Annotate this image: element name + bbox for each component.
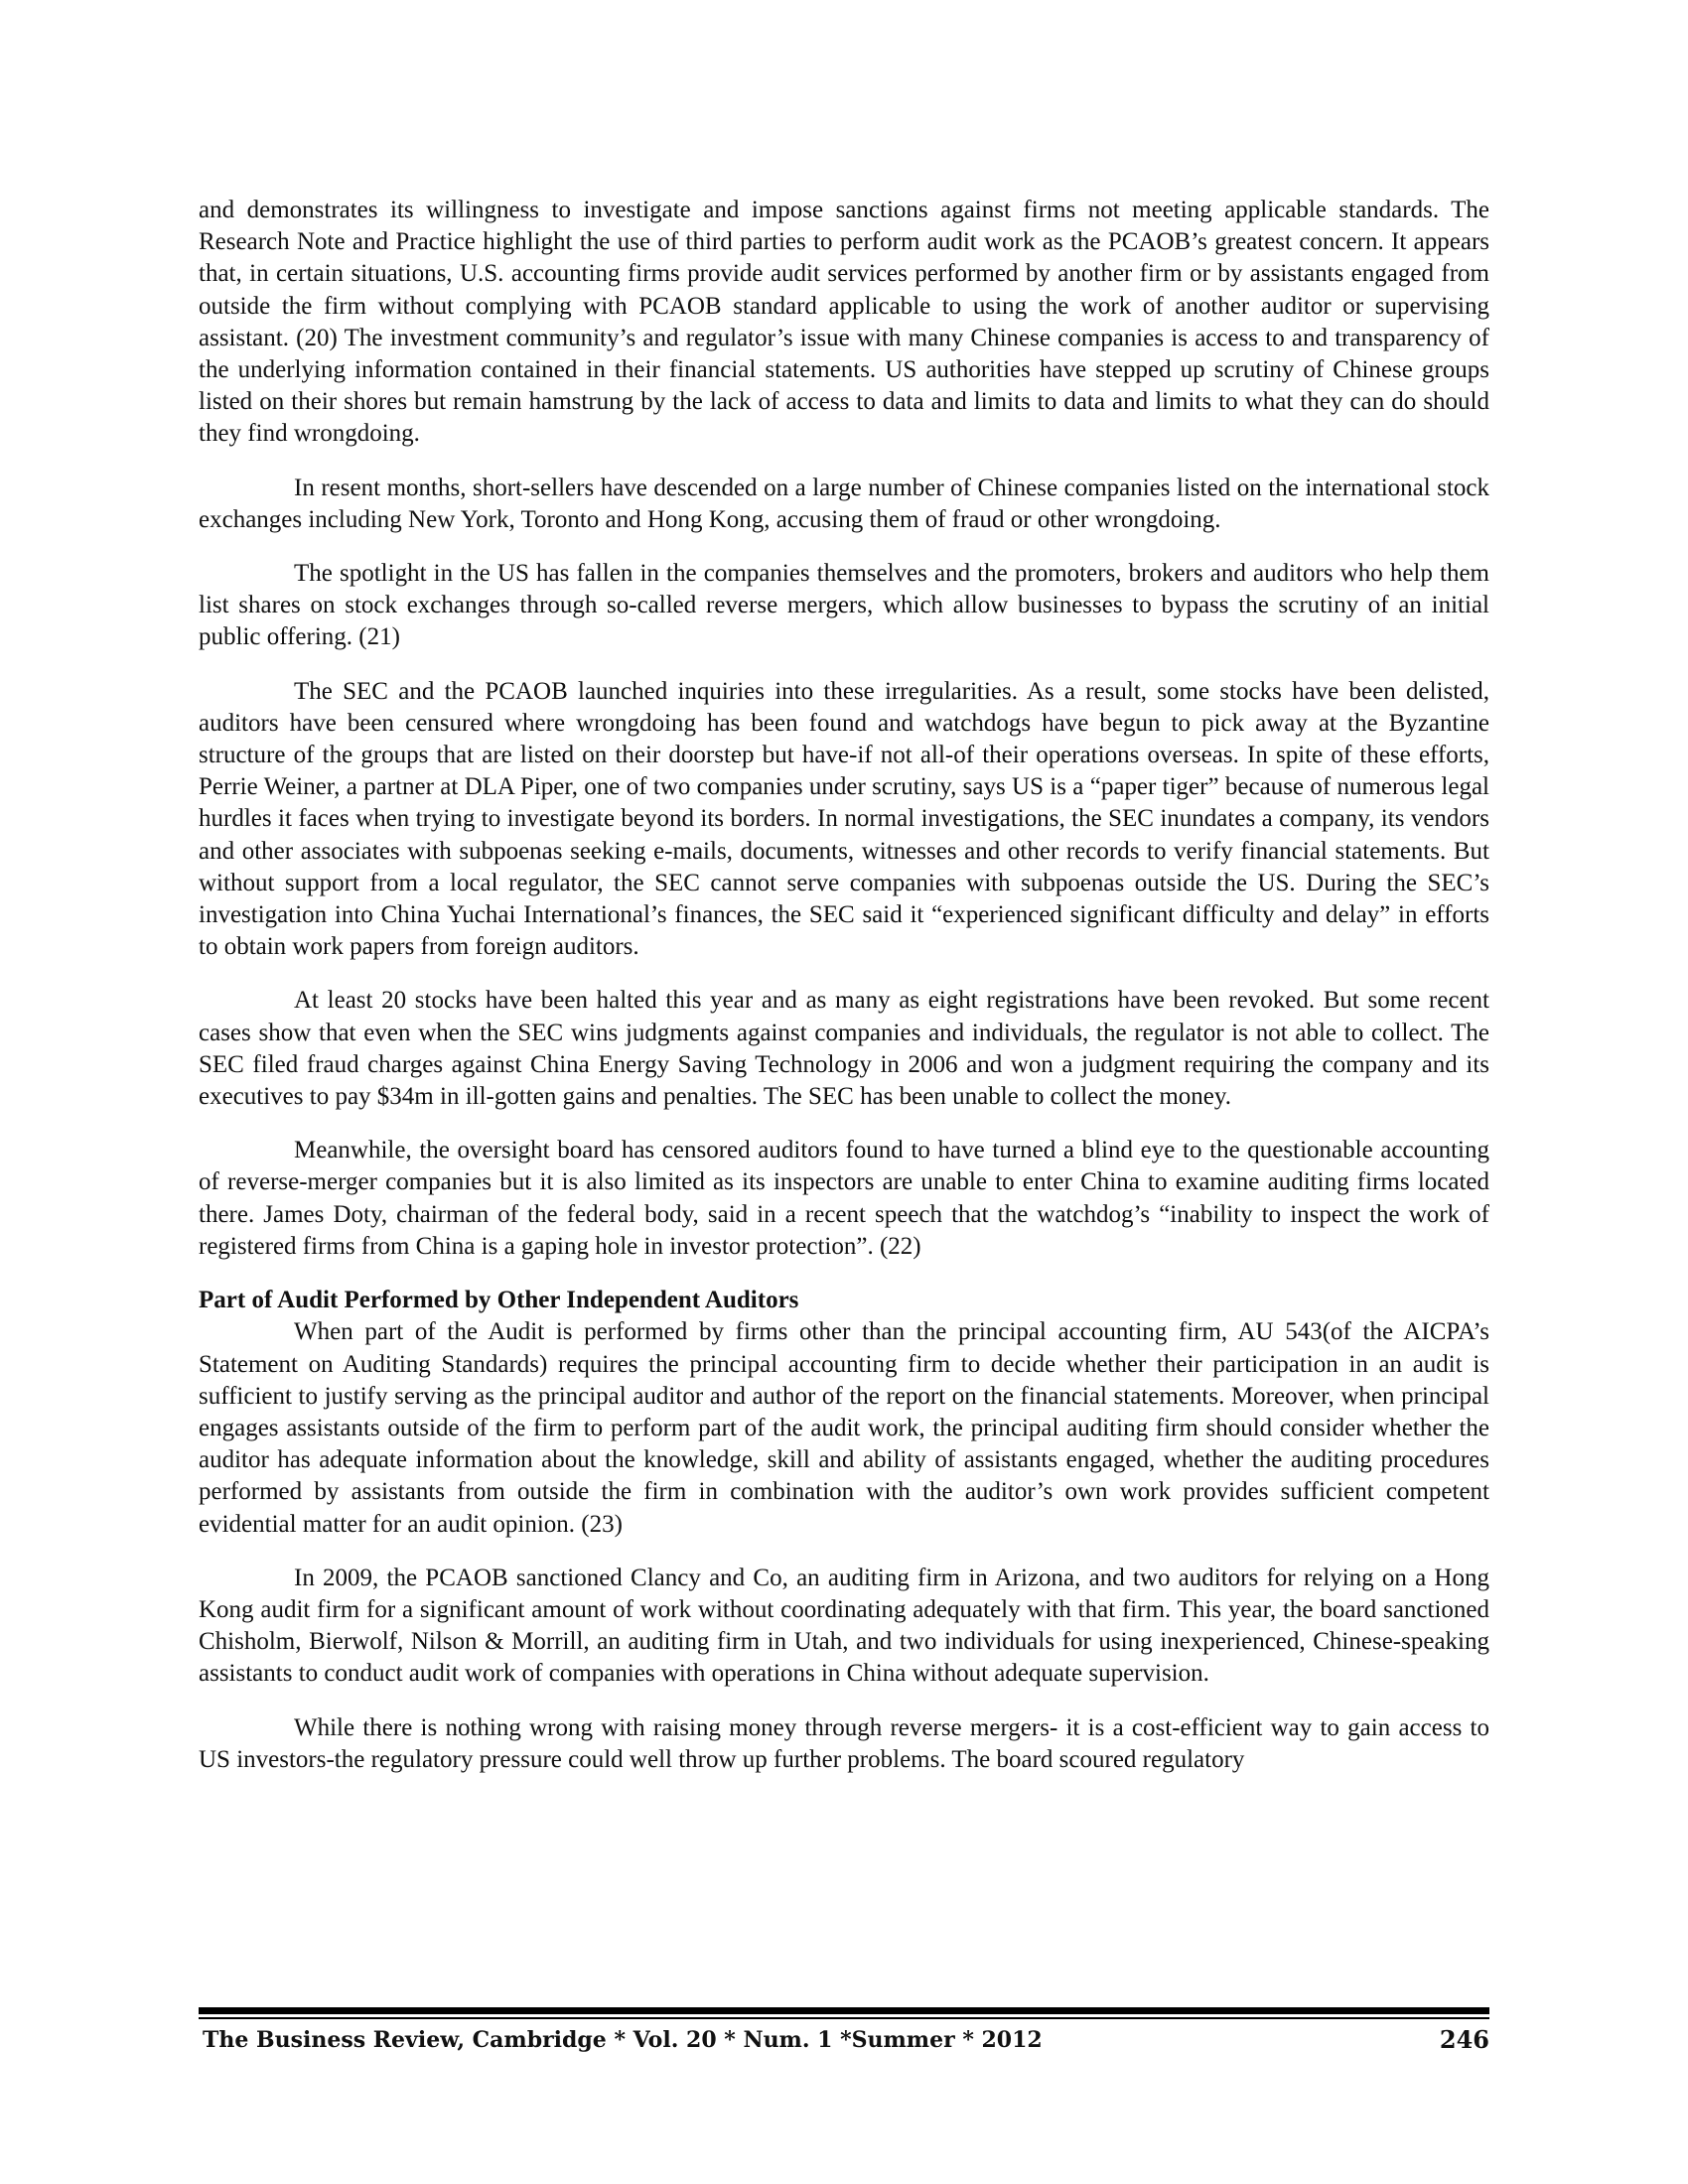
- paragraph: In 2009, the PCAOB sanctioned Clancy and Co, an auditing firm in Arizona, and two auditors for relying on a Hong Kong audit firm for a significant amount of work without coordinating adequately with that firm. This year, the board sanctioned Chisholm, Bierwolf, Nilson & Morrill, an auditing firm in Utah, and two individuals for using inexperienced, Chinese-speaking assistants to conduct audit work of companies with operations in China without adequate supervision.: [199, 1564, 1489, 1688]
- article-body: [199, 195, 1489, 1798]
- paragraph: At least 20 stocks have been halted this year and as many as eight registrations have been revoked. But some recent cases show that even when the SEC wins judgments against companies and individuals, the regulator is not able to collect. The SEC filed fraud charges against China Energy Saving Technology in 2006 and won a judgment requiring the company and its executives to pay $34m in ill-gotten gains and penalties. The SEC has been unable to collect the money.: [199, 987, 1489, 1111]
- page-number: 246: [1439, 2025, 1489, 2054]
- paragraph: The SEC and the PCAOB launched inquiries into these irregularities. As a result, some stocks have been delisted, auditors have been censured where wrongdoing has been found and watchdogs have begun to pick away at the Byzantine structure of the groups that are listed on their doorstep but have-if not all-of their operations overseas. In spite of these efforts, Perrie Weiner, a partner at DLA Piper, one of two companies under scrutiny, says US is a “paper tiger” because of numerous legal hurdles it faces when trying to investigate beyond its borders. In normal investigations, the SEC inundates a company, its vendors and other associates with subpoenas seeking e-mails, documents, witnesses and other records to verify financial statements. But without support from a local regulator, the SEC cannot serve companies with subpoenas outside the US. During the SEC’s investigation into China Yuchai International’s finances, the SEC said it “experienced significant difficulty and delay” in efforts to obtain work papers from foreign auditors.: [199, 677, 1489, 961]
- paragraph: and demonstrates its willingness to investigate and impose sanctions against firms not meeting applicable standards. The Research Note and Practice highlight the use of third parties to perform audit work as the PCAOB’s greatest concern. It appears that, in certain situations, U.S. accounting firms provide audit services performed by another firm or by assistants engaged from outside the firm without complying with PCAOB standard applicable to using the work of another auditor or supervising assistant. (20) The investment community’s and regulator’s issue with many Chinese companies is access to and transparency of the underlying information contained in their financial statements. US authorities have stepped up scrutiny of Chinese groups listed on their shores but remain hamstrung by the lack of access to data and limits to data and limits to what they can do should they find wrongdoing.: [199, 197, 1489, 448]
- paragraph: The spotlight in the US has fallen in the companies themselves and the promoters, brokers and auditors who help them list shares on stock exchanges through so-called reverse mergers, which allow businesses to bypass the scrutiny of an initial public offering. (21): [199, 560, 1489, 651]
- paragraph: When part of the Audit is performed by firms other than the principal accounting firm, AU 543(of the AICPA’s Statement on Auditing Standards) requires the principal accounting firm to decide whether their participation in an audit is sufficient to justify serving as the principal auditor and author of the report on the financial statements. Moreover, when principal engages assistants outside of the firm to perform part of the audit work, the principal auditing firm should consider whether the auditor has adequate information about the knowledge, skill and ability of assistants engaged, whether the auditing procedures performed by assistants from outside the firm in combination with the auditor’s own work provides sufficient competent evidential matter for an audit opinion. (23): [199, 1318, 1489, 1538]
- section-heading: Part of Audit Performed by Other Independent Auditors: [199, 1287, 799, 1314]
- paragraph: While there is nothing wrong with raising money through reverse mergers- it is a cost-efficient way to gain access to US investors-the regulatory pressure could well throw up further problems. The board scoured regulatory: [199, 1713, 1489, 1773]
- footer-divider-thick: [199, 2007, 1489, 2014]
- paragraph: In resent months, short-sellers have descended on a large number of Chinese companies listed on the international stock exchanges including New York, Toronto and Hong Kong, accusing them of fraud or other wrongdoing.: [199, 474, 1489, 533]
- footer-divider-thin: [199, 2017, 1489, 2019]
- paragraph: Meanwhile, the oversight board has censored auditors found to have turned a blind eye to the questionable accounting of reverse-merger companies but it is also limited as its inspectors are unable to enter China to examine auditing firms located there. James Doty, chairman of the federal body, said in a recent speech that the watchdog’s “inability to inspect the work of registered firms from China is a gaping hole in investor protection”. (22): [199, 1137, 1489, 1260]
- journal-citation: The Business Review, Cambridge * Vol. 20 * Num. 1 *Summer * 2012: [203, 2027, 1043, 2053]
